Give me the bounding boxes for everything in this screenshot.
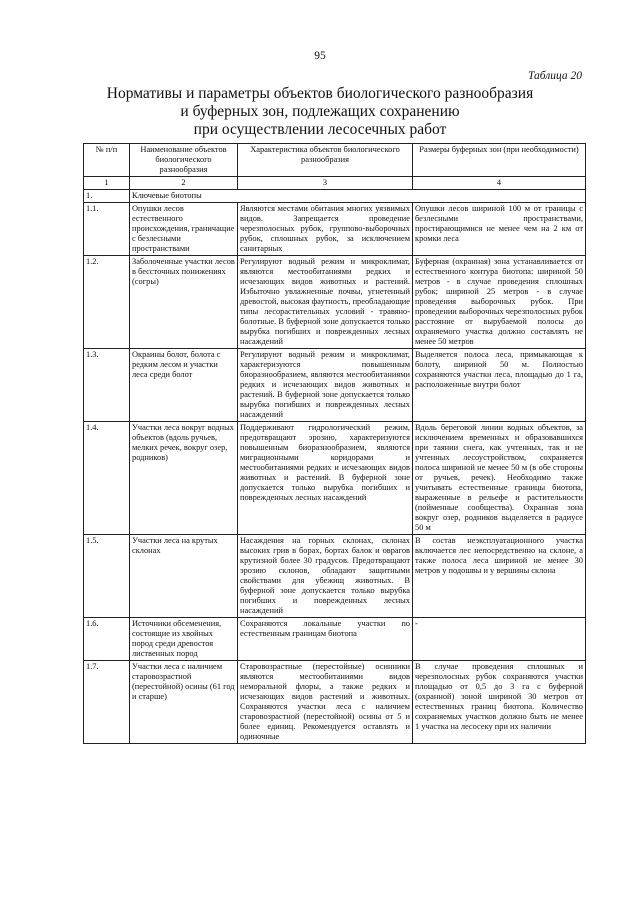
column-index-cell: 1	[84, 177, 130, 190]
table-row	[84, 203, 586, 256]
row-number: 1.6.	[84, 618, 130, 661]
row-name: Участки леса с наличием старовозрастной (перестойной) осины (61 год и старше)	[130, 661, 238, 744]
row-buffer: Опушки лесов шириной 100 м от границы с безлесными пространствами, простирающимися не менее чем на 2 км от кромки леса	[413, 203, 586, 256]
table-title	[60, 85, 580, 139]
title-line: Нормативы и параметры объектов биологического разнообразия	[106, 85, 534, 102]
row-characteristic: Сохраняются локальные участки по естественным границам биотопа	[238, 618, 413, 661]
row-characteristic: Регулируют водный режим и микроклимат, являются местообитаниями редких и исчезающих видов животных и растений. Избыточно увлажненные почвы, угнетенный древостой, высокая фаутность, преобладающие типы лесорастительных условий - травяно-болотные. В буферной зоне допускается только вырубка погибших и поврежденных лесных насаждений	[238, 256, 413, 349]
row-name: Источники обсеменения, состоящие из хвойных пород среди древостоя лиственных пород	[130, 618, 238, 661]
column-index-cell: 2	[130, 177, 238, 190]
table-label: Таблица 20	[527, 70, 582, 82]
table-row	[84, 618, 586, 661]
row-buffer: В состав неэксплуатационного участка включается лес непосредственно на склоне, а также полоса леса шириной не менее 30 метров у подошвы и у вершины склона	[413, 535, 586, 618]
row-name: Участки леса вокруг водных объектов (вдоль ручьев, мелких речек, вокруг озер, родников)	[130, 422, 238, 535]
header-row	[84, 144, 586, 177]
row-number: 1.4.	[84, 422, 130, 535]
header-cell-num: № п/п	[84, 144, 130, 177]
row-name: Заболоченные участки лесов в бессточных понижениях (согры)	[130, 256, 238, 349]
row-characteristic: Насаждения на горных склонах, склонах высоких грив в борах, бортах балок и оврагов крутизной более 30 градусов. Предотвращают эрозию склонов, обладают защитными свойствами для убежищ животных. В буферной зоне допускается только вырубка погибших и поврежденных лесных насаждений	[238, 535, 413, 618]
row-number: 1.1.	[84, 203, 130, 256]
row-number: 1.7.	[84, 661, 130, 744]
section-number: 1.	[84, 190, 130, 203]
row-characteristic: Старовозрастные (перестойные) осинники являются местообитаниями видов неморальной флоры, а также редких и исчезающих видов растений и животных. Сохраняются участки леса с наличием старовозрастной (перестойной) осины от 5 и более единиц. Рекомендуется оставлять и одиночные	[238, 661, 413, 744]
header-cell-characteristic: Характеристика объектов биологического разнообразия	[238, 144, 413, 177]
column-index-cell: 3	[238, 177, 413, 190]
row-buffer: Вдоль береговой линии водных объектов, за исключением временных и образовавшихся при таянии снега, как учтенных, так и не учтенных лесоустройством, сохраняется полоса шириной не менее 50 м (в обе стороны от ручьев, речек). Необходимо также учитывать естественные границы биотопа, выраженные в рельефе и растительности (пойменные сообщества). Охранная зона вокруг озер, родников выделяется в радиусе 50 м	[413, 422, 586, 535]
row-name: Опушки лесов естественного происхождения, граничащие с безлесными пространствами	[130, 203, 238, 256]
row-number: 1.5.	[84, 535, 130, 618]
table-row	[84, 535, 586, 618]
row-number: 1.3.	[84, 349, 130, 422]
row-characteristic: Являются местами обитания многих уязвимых видов. Запрещается проведение черезполосных рубок, группово-выборочных рубок, сплошных рубок, за исключением санитарных	[238, 203, 413, 256]
table-row	[84, 661, 586, 744]
table-row	[84, 256, 586, 349]
row-name: Окраины болот, болота с редким лесом и участки леса среди болот	[130, 349, 238, 422]
section-label: Ключевые биотопы	[130, 190, 586, 203]
header-cell-buffer: Размеры буферных зон (при необходимости)	[413, 144, 586, 177]
row-buffer: Буферная (охранная) зона устанавливается от естественного контура биотопа: шириной 50 метров - в случае проведения сплошных рубок; шириной 25 метров - в случае проведения выборочных рубок. При проведении выборочных черезполосных рубок расстояние от вырубаемой полосы до охраняемого участка должно составлять не менее 50 метров	[413, 256, 586, 349]
row-characteristic: Поддерживают гидрологический режим, предотвращают эрозию, характеризуются повышенным биоразнообразием, являются миграционными коридорами и местообитаниями редких и исчезающих видов животных и растений. В буферной зоне допускается только вырубка погибших и поврежденных лесных насаждений	[238, 422, 413, 535]
column-index-row	[84, 177, 586, 190]
row-characteristic: Регулируют водный режим и микроклимат, характеризуются повышенным биоразнообразием, являются местообитаниями редких и исчезающих видов животных и растений. В буферной зоне допускается только вырубка погибших и поврежденных лесных насаждений	[238, 349, 413, 422]
header-cell-name: Наименование объектов биологического разнообразия	[130, 144, 238, 177]
table-row	[84, 422, 586, 535]
row-number: 1.2.	[84, 256, 130, 349]
row-buffer: Выделяется полоса леса, примыкающая к болоту, шириной 50 м. Полностью сохраняются участки леса, площадью до 1 га, расположенные внутри болот	[413, 349, 586, 422]
row-buffer: -	[413, 618, 586, 661]
norms-table	[83, 143, 586, 744]
column-index-cell: 4	[413, 177, 586, 190]
table-row	[84, 349, 586, 422]
title-line: при осуществлении лесосечных работ	[193, 121, 447, 138]
page-number: 95	[314, 50, 326, 62]
row-buffer: В случае проведения сплошных и черезполосных рубок сохраняются участки площадью от 0,5 до 3 га с буферной (охранной) зоной шириной 30 метров от естественных границ биотопа. Количество сохраняемых участков должно быть не менее 1 участка на лесосеку при их наличии	[413, 661, 586, 744]
title-line: и буферных зон, подлежащих сохранению	[180, 103, 460, 120]
row-name: Участки леса на крутых склонах	[130, 535, 238, 618]
section-row	[84, 190, 586, 203]
